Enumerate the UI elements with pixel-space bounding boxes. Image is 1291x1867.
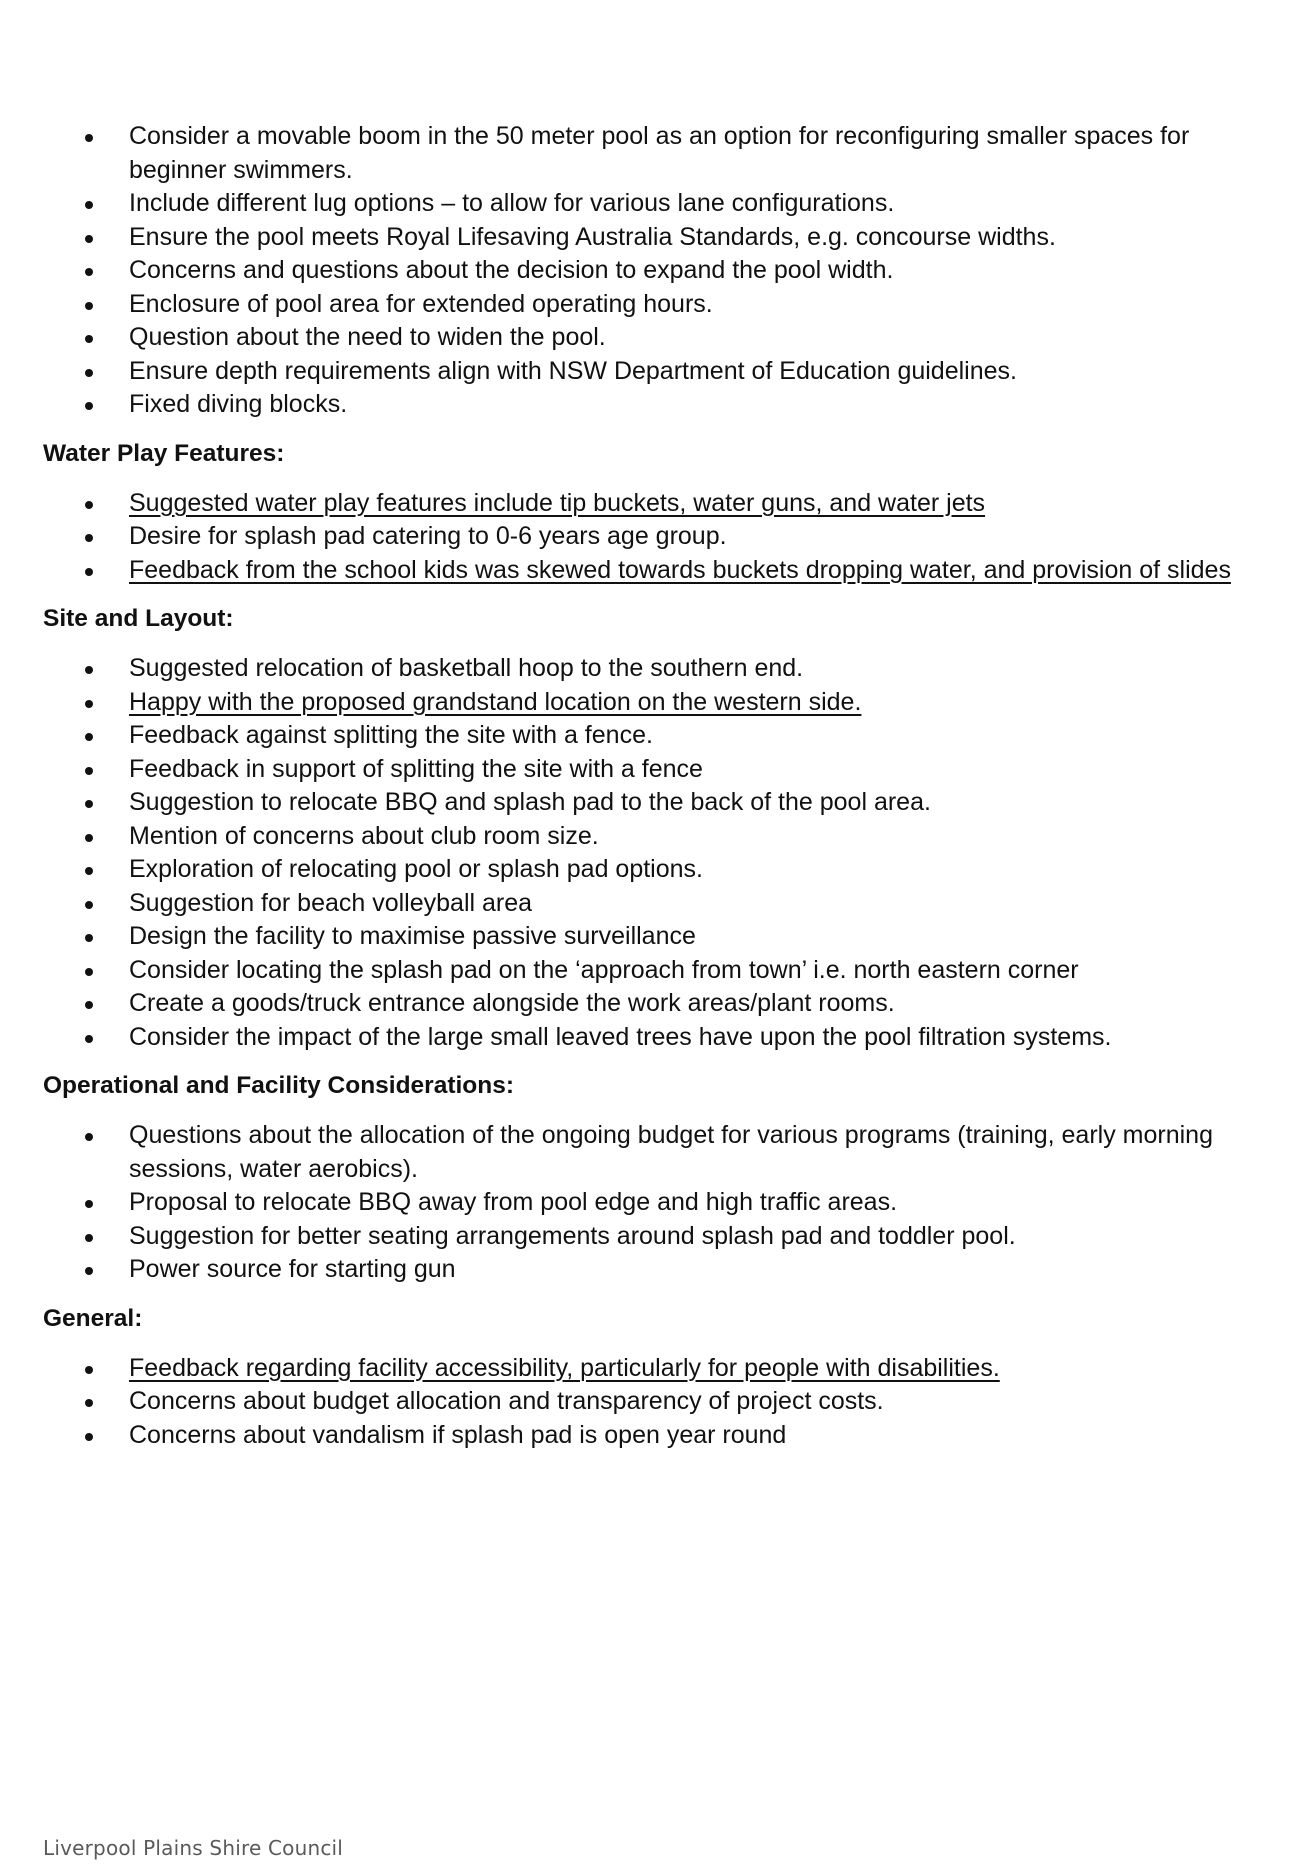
bullet-item [43, 321, 1248, 355]
bullet-text: Question about the need to widen the pool. [129, 323, 606, 351]
bullet-item [43, 954, 1248, 988]
bullet-icon [85, 335, 93, 343]
bullet-text: Concerns and questions about the decision to expand the pool width. [129, 256, 894, 284]
section-bullet-list [43, 652, 1248, 1054]
section-bullet-list [43, 1352, 1248, 1453]
bullet-item [43, 786, 1248, 820]
bullet-text: Enclosure of pool area for extended operating hours. [129, 289, 713, 318]
bullet-item [43, 1220, 1248, 1254]
bullet-item [43, 487, 1248, 521]
bullet-item [43, 388, 1248, 422]
bullet-item [43, 120, 1248, 187]
bullet-icon [85, 1399, 93, 1407]
bullet-text: Feedback in support of splitting the site with a fence [129, 754, 703, 783]
bullet-icon [85, 733, 93, 741]
bullet-text: Concerns about vandalism if splash pad is open year round [129, 1420, 787, 1449]
bullet-icon [85, 1001, 93, 1009]
bullet-item [43, 1253, 1248, 1287]
bullet-text: Power source for starting gun [129, 1255, 456, 1283]
bullet-text: Ensure the pool meets Royal Lifesaving Australia Standards, e.g. concourse widths. [129, 222, 1056, 251]
bullet-item [43, 987, 1248, 1021]
bullet-item [43, 254, 1248, 288]
bullet-icon [85, 568, 93, 576]
section-heading: General: [43, 1304, 143, 1332]
bullet-text: Consider locating the splash pad on the ‘approach from town’ i.e. north eastern corner [129, 955, 1079, 984]
bullet-item [43, 753, 1248, 787]
bullet-item [43, 554, 1248, 588]
bullet-icon [85, 534, 93, 542]
bullet-text: Consider the impact of the large small leaved trees have upon the pool filtration systems. [129, 1022, 1112, 1051]
bullet-text: Include different lug options – to allow for various lane configurations. [129, 189, 895, 217]
bullet-icon [85, 501, 93, 509]
bullet-text: Fixed diving blocks. [129, 390, 348, 418]
bullet-text: Feedback regarding facility accessibility, particularly for people with disabilities. [129, 1353, 1000, 1382]
bullet-icon [85, 268, 93, 276]
bullet-icon [85, 1267, 93, 1275]
bullet-item [43, 1385, 1248, 1419]
bullet-item [43, 1119, 1248, 1186]
footer-organisation-name: Liverpool Plains Shire Council [43, 1836, 344, 1860]
bullet-icon [85, 369, 93, 377]
bullet-icon [85, 767, 93, 775]
bullet-item [43, 221, 1248, 255]
bullet-text: Questions about the allocation of the ongoing budget for various programs (training, early morning sessions, water aerobics). [129, 1121, 1213, 1183]
bullet-icon [85, 1133, 93, 1141]
bullet-text: Consider a movable boom in the 50 meter pool as an option for reconfiguring smaller spaces for beginner swimmers. [129, 122, 1190, 184]
bullet-item [43, 288, 1248, 322]
bullet-icon [85, 402, 93, 410]
bullet-text: Happy with the proposed grandstand location on the western side. [129, 687, 862, 716]
section-bullet-list [43, 1119, 1248, 1287]
bullet-icon [85, 968, 93, 976]
bullet-item [43, 1021, 1248, 1055]
bullet-item [43, 520, 1248, 554]
bullet-icon [85, 1035, 93, 1043]
bullet-icon [85, 235, 93, 243]
bullet-text: Suggestion for better seating arrangements around splash pad and toddler pool. [129, 1221, 1016, 1250]
bullet-icon [85, 1200, 93, 1208]
bullet-item [43, 1419, 1248, 1453]
bullet-icon [85, 834, 93, 842]
bullet-item [43, 820, 1248, 854]
bullet-item [43, 853, 1248, 887]
bullet-text: Design the facility to maximise passive surveillance [129, 922, 696, 950]
bullet-text: Suggested relocation of basketball hoop to the southern end. [129, 654, 804, 682]
bullet-item [43, 187, 1248, 221]
section-heading: Site and Layout: [43, 605, 234, 632]
section-heading: Operational and Facility Considerations: [43, 1072, 515, 1099]
bullet-text: Exploration of relocating pool or splash pad options. [129, 855, 703, 883]
bullet-text: Mention of concerns about club room size. [129, 821, 599, 850]
bullet-icon [85, 1234, 93, 1242]
bullet-text: Suggestion for beach volleyball area [129, 888, 533, 917]
section-bullet-list [43, 487, 1248, 588]
bullet-text: Suggestion to relocate BBQ and splash pad to the back of the pool area. [129, 788, 931, 816]
bullet-icon [85, 302, 93, 310]
bullet-icon [85, 201, 93, 209]
bullet-icon [85, 800, 93, 808]
sections-container [43, 439, 1248, 1453]
bullet-text: Ensure depth requirements align with NSW Department of Education guidelines. [129, 356, 1017, 385]
bullet-item [43, 686, 1248, 720]
bullet-icon [85, 666, 93, 674]
bullet-text: Desire for splash pad catering to 0-6 years age group. [129, 522, 727, 550]
bullet-text: Suggested water play features include tip buckets, water guns, and water jets [129, 488, 986, 517]
bullet-item [43, 887, 1248, 921]
bullet-icon [85, 1433, 93, 1441]
bullet-icon [85, 700, 93, 708]
document-body [43, 120, 1248, 1452]
bullet-icon [85, 867, 93, 875]
bullet-icon [85, 934, 93, 942]
bullet-item [43, 355, 1248, 389]
intro-bullet-list [43, 120, 1248, 422]
bullet-text: Concerns about budget allocation and transparency of project costs. [129, 1387, 884, 1415]
bullet-item [43, 1352, 1248, 1386]
bullet-text: Create a goods/truck entrance alongside the work areas/plant rooms. [129, 989, 895, 1017]
bullet-text: Feedback against splitting the site with a fence. [129, 721, 653, 749]
bullet-item [43, 652, 1248, 686]
bullet-item [43, 1186, 1248, 1220]
bullet-icon [85, 1366, 93, 1374]
bullet-text: Proposal to relocate BBQ away from pool edge and high traffic areas. [129, 1188, 898, 1216]
bullet-item [43, 719, 1248, 753]
section-heading: Water Play Features: [43, 439, 285, 467]
bullet-item [43, 920, 1248, 954]
bullet-icon [85, 901, 93, 909]
bullet-text: Feedback from the school kids was skewed towards buckets dropping water, and provision of slides [129, 555, 1231, 584]
bullet-icon [85, 134, 93, 142]
